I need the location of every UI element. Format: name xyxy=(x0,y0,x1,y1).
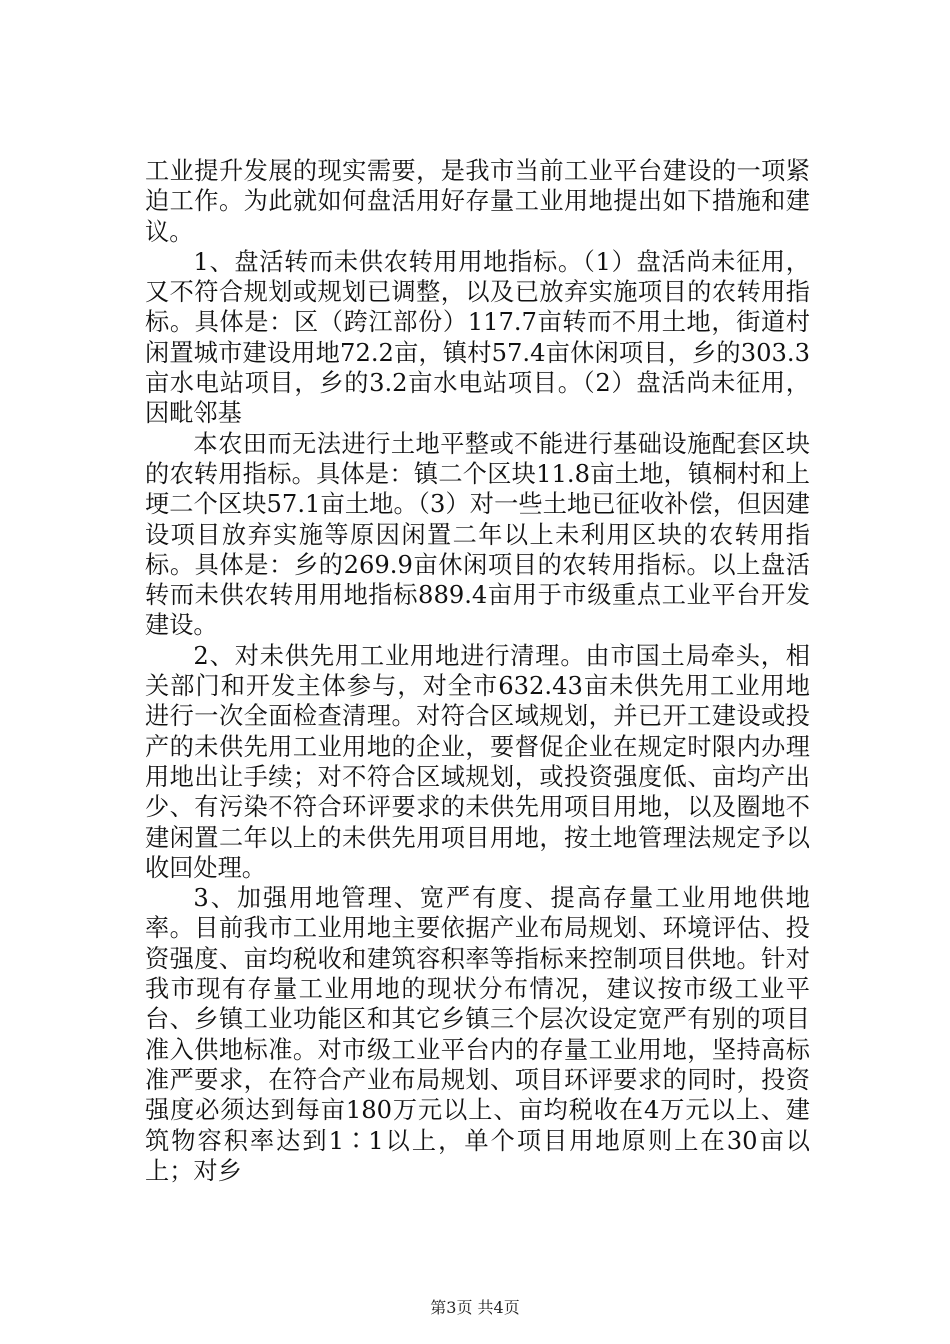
paragraph-item-1: 1、盘活转而未供农转用用地指标。（1）盘活尚未征用，又不符合规划或规划已调整，以及已放弃实施项目的农转用指标。具体是：区（跨江部份）117.7亩转而不用土地，街道村闲置城市建设用地72.2亩，镇村57.4亩休闲项目，乡的303.3亩水电站项目，乡的3.2亩水电站项目。（2）盘活尚未征用，因毗邻基 xyxy=(145,247,810,428)
page-number-label: 第3页 共4页 xyxy=(430,1298,520,1317)
paragraph-continuation: 工业提升发展的现实需要，是我市当前工业平台建设的一项紧迫工作。为此就如何盘活用好存量工业用地提出如下措施和建议。 xyxy=(145,157,810,246)
document-body xyxy=(145,156,810,1186)
paragraph-item-3: 3、加强用地管理、宽严有度、提高存量工业用地供地率。目前我市工业用地主要依据产业布局规划、环境评估、投资强度、亩均税收和建筑容积率等指标来控制项目供地。针对我市现有存量工业用地的现状分布情况，建议按市级工业平台、乡镇工业功能区和其它乡镇三个层次设定宽严有别的项目准入供地标准。对市级工业平台内的存量工业用地，坚持高标准严要求，在符合产业布局规划、项目环评要求的同时，投资强度必须达到每亩180万元以上、亩均税收在4万元以上、建筑物容积率达到1∶1以上，单个项目用地原则上在30亩以上；对乡 xyxy=(145,884,810,1185)
page-footer xyxy=(0,1298,950,1318)
paragraph-item-2: 2、对未供先用工业用地进行清理。由市国土局牵头，相关部门和开发主体参与，对全市632.43亩未供先用工业用地进行一次全面检查清理。对符合区域规划，并已开工建设或投产的未供先用工业用地的企业，要督促企业在规定时限内办理用地出让手续；对不符合区域规划，或投资强度低、亩均产出少、有污染不符合环评要求的未供先用项目用地，以及圈地不建闲置二年以上的未供先用项目用地，按土地管理法规定予以收回处理。 xyxy=(145,641,810,882)
paragraph-item-1-continued: 本农田而无法进行土地平整或不能进行基础设施配套区块的农转用指标。具体是：镇二个区块11.8亩土地，镇桐村和上埂二个区块57.1亩土地。（3）对一些土地已征收补偿，但因建设项目放弃实施等原因闲置二年以上未利用区块的农转用指标。具体是：乡的269.9亩休闲项目的农转用指标。以上盘活转而未供农转用用地指标889.4亩用于市级重点工业平台开发建设。 xyxy=(145,429,810,640)
